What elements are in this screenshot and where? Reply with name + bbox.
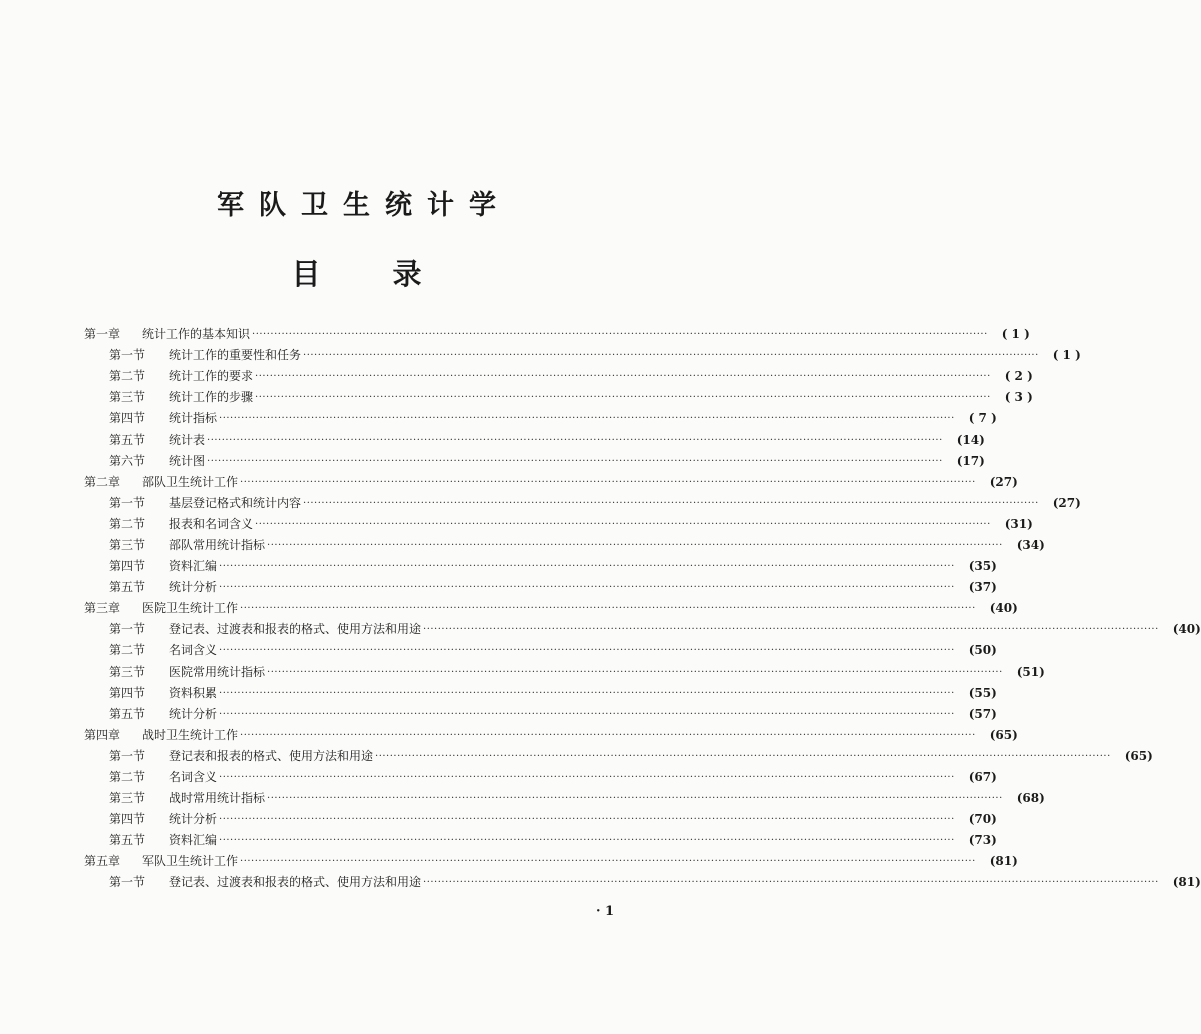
toc-section-row <box>84 746 1153 767</box>
toc-entry-label: 第四节 <box>109 685 146 700</box>
toc-entry-label: 第三节 <box>109 537 146 552</box>
toc-entry-label: 第五节 <box>109 706 146 721</box>
toc-entry-title: 统计图 <box>169 453 206 468</box>
toc-entry-page: ( 3 ) <box>1004 390 1033 405</box>
toc-section-row <box>84 556 997 577</box>
toc-entry-title: 统计分析 <box>169 812 218 827</box>
toc-entry-title: 登记表和报表的格式、使用方法和用途 <box>169 748 374 763</box>
toc-entry-title: 医院卫生统计工作 <box>142 601 239 616</box>
toc-entry-label: 第三节 <box>109 791 146 806</box>
toc-heading <box>0 252 713 293</box>
toc-heading-first-char: 目 <box>291 257 321 291</box>
dot-leader: ········································································································································································································ <box>267 793 1003 805</box>
dot-leader: ········································································································································································································ <box>207 434 943 446</box>
toc-entry-title: 战时卫生统计工作 <box>142 727 239 742</box>
toc-entry-title: 资料汇编 <box>169 833 218 848</box>
toc-section-row <box>84 451 985 472</box>
toc-entry-title: 登记表、过渡表和报表的格式、使用方法和用途 <box>169 622 422 637</box>
toc-entry-label: 第一章 <box>84 327 121 342</box>
toc-section-row <box>84 809 997 830</box>
toc-entry-title: 统计分析 <box>169 580 218 595</box>
dot-leader: ········································································································································································································ <box>219 708 955 720</box>
toc-entry-page: (68) <box>1016 791 1045 806</box>
toc-entry-page: (51) <box>1016 664 1045 679</box>
dot-leader: ········································································································································································································ <box>423 877 1159 889</box>
toc-entry-page: (34) <box>1016 537 1045 552</box>
toc-entry-page: (40) <box>1172 622 1201 637</box>
toc-entry-label: 第二章 <box>84 474 121 489</box>
dot-leader: ········································································································································································································ <box>255 392 991 404</box>
toc-entry-label: 第六节 <box>109 453 146 468</box>
dot-leader: ········································································································································································································ <box>207 455 943 467</box>
toc-chapter-row <box>84 851 1018 872</box>
toc-entry-title: 统计分析 <box>169 706 218 721</box>
toc-section-row <box>84 408 997 429</box>
dot-leader: ········································································································································································································ <box>423 624 1159 636</box>
toc-entry-title: 报表和名词含义 <box>169 516 254 531</box>
toc-entry-title: 部队常用统计指标 <box>169 537 266 552</box>
dot-leader: ········································································································································································································ <box>303 497 1039 509</box>
toc-chapter-row <box>84 472 1018 493</box>
toc-entry-label: 第一节 <box>109 348 146 363</box>
dot-leader: ········································································································································································································ <box>267 666 1003 678</box>
toc-section-row <box>84 387 1033 408</box>
toc-entry-label: 第三章 <box>84 601 121 616</box>
book-title: 军队卫生统计学 <box>217 190 511 221</box>
toc-entry-page: ( 1 ) <box>1001 327 1030 342</box>
dot-leader: ········································································································································································································ <box>303 350 1039 362</box>
toc-section-row <box>84 493 1081 514</box>
toc-entry-page: (37) <box>968 580 997 595</box>
toc-entry-title: 名词含义 <box>169 643 218 658</box>
dot-leader: ········································································································································································································ <box>240 476 976 488</box>
toc-entry-label: 第五章 <box>84 854 121 869</box>
toc-entry-title: 统计工作的步骤 <box>169 390 254 405</box>
toc-entry-page: (65) <box>989 727 1018 742</box>
toc-chapter-row <box>84 598 1018 619</box>
toc-section-row <box>84 872 1201 893</box>
toc-entry-page: (81) <box>989 854 1018 869</box>
toc-section-row <box>84 429 985 450</box>
toc-entry-page: (27) <box>1052 495 1081 510</box>
toc-section-row <box>84 577 997 598</box>
toc-section-row <box>84 788 1045 809</box>
toc-entry-page: ( 7 ) <box>968 411 997 426</box>
toc-entry-label: 第四节 <box>109 812 146 827</box>
dot-leader: ········································································································································································································ <box>219 582 955 594</box>
dot-leader: ········································································································································································································ <box>219 645 955 657</box>
toc-section-row <box>84 535 1045 556</box>
toc-chapter-row <box>84 725 1018 746</box>
toc-entry-label: 第四节 <box>109 559 146 574</box>
dot-leader: ········································································································································································································ <box>219 561 955 573</box>
dot-leader: ········································································································································································································ <box>255 518 991 530</box>
page-number: · 1 <box>596 904 615 919</box>
toc-entry-page: (40) <box>989 601 1018 616</box>
toc-entry-label: 第五节 <box>109 580 146 595</box>
dot-leader: ········································································································································································································ <box>219 687 955 699</box>
dot-leader: ········································································································································································································ <box>267 539 1003 551</box>
toc-section-row <box>84 662 1045 683</box>
dot-leader: ········································································································································································································ <box>240 603 976 615</box>
toc-entry-label: 第二节 <box>109 516 146 531</box>
toc-entry-label: 第一节 <box>109 875 146 890</box>
toc-entry-title: 资料积累 <box>169 685 218 700</box>
toc-section-row <box>84 767 997 788</box>
toc-entry-title: 医院常用统计指标 <box>169 664 266 679</box>
table-of-contents <box>84 324 1201 894</box>
toc-entry-page: (81) <box>1172 875 1201 890</box>
toc-section-row <box>84 619 1201 640</box>
toc-entry-page: (17) <box>956 453 985 468</box>
toc-entry-label: 第三节 <box>109 664 146 679</box>
toc-entry-page: ( 2 ) <box>1004 369 1033 384</box>
toc-entry-page: (50) <box>968 643 997 658</box>
toc-entry-page: (27) <box>989 474 1018 489</box>
toc-entry-page: (55) <box>968 685 997 700</box>
toc-entry-title: 统计工作的重要性和任务 <box>169 348 302 363</box>
dot-leader: ········································································································································································································ <box>219 835 955 847</box>
toc-entry-label: 第一节 <box>109 622 146 637</box>
toc-entry-label: 第五节 <box>109 432 146 447</box>
dot-leader: ········································································································································································································ <box>219 814 955 826</box>
toc-entry-title: 基层登记格式和统计内容 <box>169 495 302 510</box>
toc-section-row <box>84 514 1033 535</box>
toc-entry-label: 第四章 <box>84 727 121 742</box>
toc-section-row <box>84 683 997 704</box>
toc-entry-label: 第二节 <box>109 770 146 785</box>
toc-entry-title: 登记表、过渡表和报表的格式、使用方法和用途 <box>169 875 422 890</box>
toc-entry-label: 第三节 <box>109 390 146 405</box>
toc-entry-title: 统计指标 <box>169 411 218 426</box>
toc-chapter-row <box>84 324 1030 345</box>
toc-entry-label: 第二节 <box>109 369 146 384</box>
toc-entry-page: (57) <box>968 706 997 721</box>
toc-entry-title: 资料汇编 <box>169 559 218 574</box>
dot-leader: ········································································································································································································ <box>375 750 1111 762</box>
toc-entry-title: 军队卫生统计工作 <box>142 854 239 869</box>
dot-leader: ········································································································································································································ <box>255 371 991 383</box>
toc-section-row <box>84 345 1081 366</box>
toc-entry-label: 第四节 <box>109 411 146 426</box>
toc-entry-label: 第一节 <box>109 748 146 763</box>
toc-heading-second-char: 录 <box>392 257 422 291</box>
toc-entry-title: 部队卫生统计工作 <box>142 474 239 489</box>
toc-section-row <box>84 640 997 661</box>
toc-entry-label: 第五节 <box>109 833 146 848</box>
toc-entry-page: (70) <box>968 812 997 827</box>
toc-entry-page: (35) <box>968 559 997 574</box>
toc-entry-page: (73) <box>968 833 997 848</box>
toc-entry-title: 统计工作的基本知识 <box>142 327 251 342</box>
toc-entry-label: 第二节 <box>109 643 146 658</box>
toc-entry-title: 战时常用统计指标 <box>169 791 266 806</box>
dot-leader: ········································································································································································································ <box>240 729 976 741</box>
toc-entry-title: 统计表 <box>169 432 206 447</box>
toc-entry-page: (65) <box>1124 748 1153 763</box>
dot-leader: ········································································································································································································ <box>240 856 976 868</box>
toc-entry-page: (67) <box>968 770 997 785</box>
dot-leader: ········································································································································································································ <box>219 772 955 784</box>
toc-entry-label: 第一节 <box>109 495 146 510</box>
toc-entry-page: (14) <box>956 432 985 447</box>
toc-section-row <box>84 830 997 851</box>
toc-entry-title: 统计工作的要求 <box>169 369 254 384</box>
dot-leader: ········································································································································································································ <box>252 329 988 341</box>
toc-entry-page: ( 1 ) <box>1052 348 1081 363</box>
toc-entry-title: 名词含义 <box>169 770 218 785</box>
toc-entry-page: (31) <box>1004 516 1033 531</box>
dot-leader: ········································································································································································································ <box>219 413 955 425</box>
toc-section-row <box>84 366 1033 387</box>
toc-section-row <box>84 704 997 725</box>
